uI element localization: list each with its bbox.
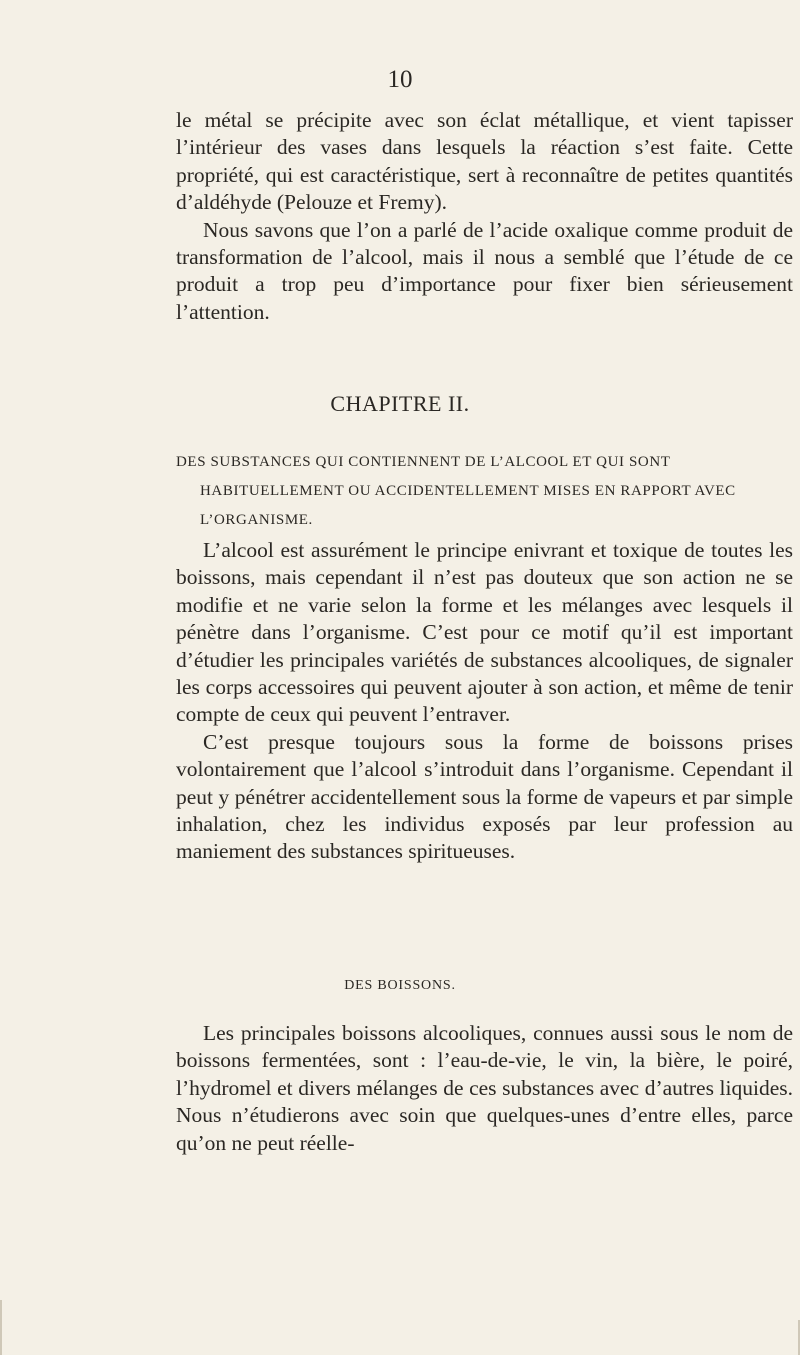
text-block-middle <box>176 537 793 866</box>
chapter-subtitle <box>176 448 793 535</box>
paragraph: Nous savons que l’on a parlé de l’acide oxalique comme produit de transformation de l’alcool, mais il nous a semblé que l’étude de ce produit a trop peu d’importance pour fixer bien sérieusement l’attention. <box>176 217 793 324</box>
text-block-top <box>176 107 793 326</box>
chapter-title: CHAPITRE II. <box>330 391 470 416</box>
page-edge-mark <box>0 1300 2 1355</box>
section-heading: DES BOISSONS. <box>344 978 456 993</box>
chapter-subtitle-line: DES SUBSTANCES QUI CONTIENNENT DE L’ALCOOL ET QUI SONT <box>176 454 671 470</box>
chapter-subtitle-line: L’ORGANISME. <box>200 512 313 528</box>
paragraph: L’alcool est assurément le principe enivrant et toxique de toutes les boissons, mais cependant il n’est pas douteux que son action ne se modifie et ne varie selon la forme et les mélanges avec lesquels il pénètre dans l’organisme. C’est pour ce motif qu’il est important d’étudier les principales variétés de substances alcooliques, de signaler les corps accessoires qui peuvent ajouter à son action, et même de tenir compte de ceux qui peuvent l’entraver. <box>176 538 793 727</box>
page-number: 10 <box>387 66 413 93</box>
paragraph: Les principales boissons alcooliques, connues aussi sous le nom de boissons fermentées, sont : l’eau-de-vie, le vin, la bière, le poiré, l’hydromel et divers mélanges de ces substances avec d’autres liquides. Nous n’étudierons avec soin que quelques-unes d’entre elles, parce qu’on ne peut réelle- <box>176 1021 793 1155</box>
paragraph: C’est presque toujours sous la forme de boissons prises volontairement que l’alcool s’introduit dans l’organisme. Cependant il peut y pénétrer accidentellement sous la forme de vapeurs et par simple inhalation, chez les individus exposés par leur profession au maniement des substances spiritueuses. <box>176 729 793 864</box>
chapter-subtitle-line: HABITUELLEMENT OU ACCIDENTELLEMENT MISES EN RAPPORT AVEC <box>200 483 736 499</box>
paragraph: le métal se précipite avec son éclat métallique, et vient tapisser l’intérieur des vases dans lesquels la réaction s’est faite. Cette propriété, qui est caractéristique, sert à reconnaître de petites quantités d’aldéhyde (Pelouze et Fremy). <box>176 108 793 215</box>
text-block-bottom <box>176 1020 793 1157</box>
